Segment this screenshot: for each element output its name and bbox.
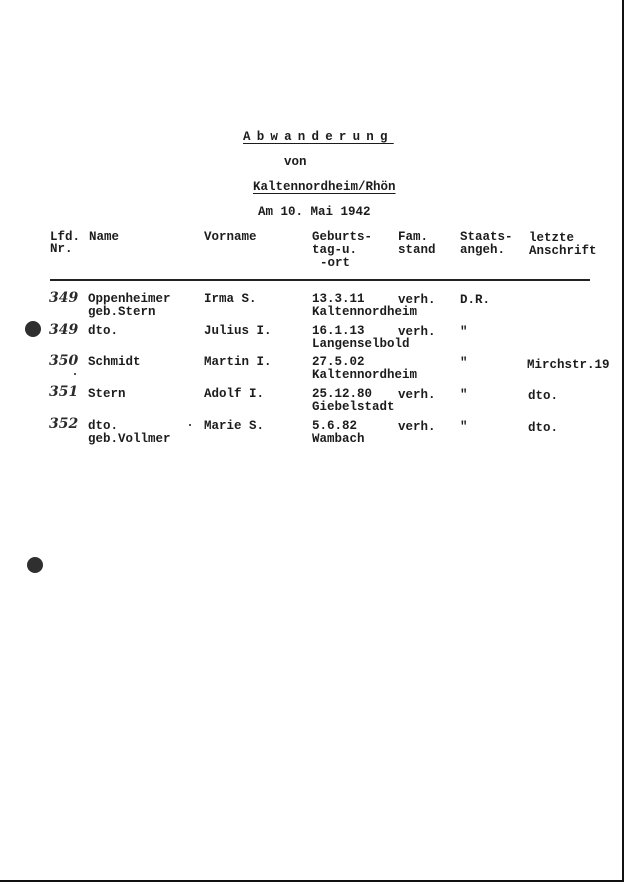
- header-rule: [50, 279, 590, 281]
- header-fam-1: Fam.: [398, 230, 429, 244]
- row-family-status: verh.: [398, 325, 436, 339]
- row-name: dto.: [88, 324, 119, 338]
- row-name: dto.: [88, 419, 119, 433]
- punch-hole-upper: [25, 321, 41, 337]
- row-number: 350: [49, 353, 79, 369]
- date-line: Am 10. Mai 1942: [258, 205, 371, 219]
- row-birthplace: Kaltennordheim: [312, 368, 418, 382]
- row-birthplace: Kaltennordheim: [312, 305, 418, 319]
- row-address: dto.: [528, 421, 559, 435]
- row-number: 351: [49, 384, 79, 400]
- punch-hole-lower: [27, 557, 43, 573]
- row-birthdate: 25.12.80: [312, 387, 373, 401]
- row-family-status: verh.: [398, 293, 436, 307]
- header-name: Name: [89, 230, 120, 244]
- place-name: Kaltennordheim/Rhön: [253, 180, 396, 194]
- row-address: Mirchstr.19: [527, 358, 610, 372]
- row-citizenship: ": [460, 420, 468, 434]
- row-vorname: Adolf I.: [204, 387, 265, 401]
- paper-speck: [74, 373, 76, 375]
- row-name: Stern: [88, 387, 126, 401]
- row-name-2: geb.Vollmer: [88, 432, 171, 446]
- row-birthplace: Langenselbold: [312, 337, 410, 351]
- header-geburt-2: tag-u.: [312, 243, 358, 257]
- row-birthplace: Giebelstadt: [312, 400, 395, 414]
- row-name: Schmidt: [88, 355, 141, 369]
- row-citizenship: D.R.: [460, 293, 491, 307]
- row-vorname: Irma S.: [204, 292, 257, 306]
- row-birthdate: 13.3.11: [312, 292, 365, 306]
- row-vorname: Julius I.: [204, 324, 272, 338]
- row-citizenship: ": [460, 356, 468, 370]
- header-anschrift-1: letzte: [529, 231, 575, 245]
- header-staats-2: angeh.: [460, 243, 506, 257]
- row-vorname: Marie S.: [204, 419, 265, 433]
- row-birthplace: Wambach: [312, 432, 365, 446]
- header-anschrift-2: Anschrift: [529, 244, 597, 258]
- document-title: Abwanderung: [243, 130, 394, 144]
- row-family-status: verh.: [398, 388, 436, 402]
- header-geburt-1: Geburts-: [312, 230, 373, 244]
- row-birthdate: 5.6.82: [312, 419, 358, 433]
- header-geburt-3: -ort: [320, 256, 351, 270]
- row-birthdate: 16.1.13: [312, 324, 365, 338]
- row-number: 352: [49, 416, 79, 432]
- row-address: dto.: [528, 389, 559, 403]
- title-von: von: [284, 155, 307, 169]
- header-nr: Nr.: [50, 242, 73, 256]
- row-family-status: verh.: [398, 420, 436, 434]
- row-number: 349: [49, 290, 79, 306]
- row-vorname: Martin I.: [204, 355, 272, 369]
- row-citizenship: ": [460, 388, 468, 402]
- header-staats-1: Staats-: [460, 230, 513, 244]
- header-fam-2: stand: [398, 243, 436, 257]
- paper-speck: [189, 424, 191, 426]
- row-number: 349: [49, 322, 79, 338]
- row-name-2: geb.Stern: [88, 305, 156, 319]
- row-birthdate: 27.5.02: [312, 355, 365, 369]
- header-vorname: Vorname: [204, 230, 257, 244]
- row-citizenship: ": [460, 325, 468, 339]
- row-name: Oppenheimer: [88, 292, 171, 306]
- header-lfd: Lfd.: [50, 230, 81, 244]
